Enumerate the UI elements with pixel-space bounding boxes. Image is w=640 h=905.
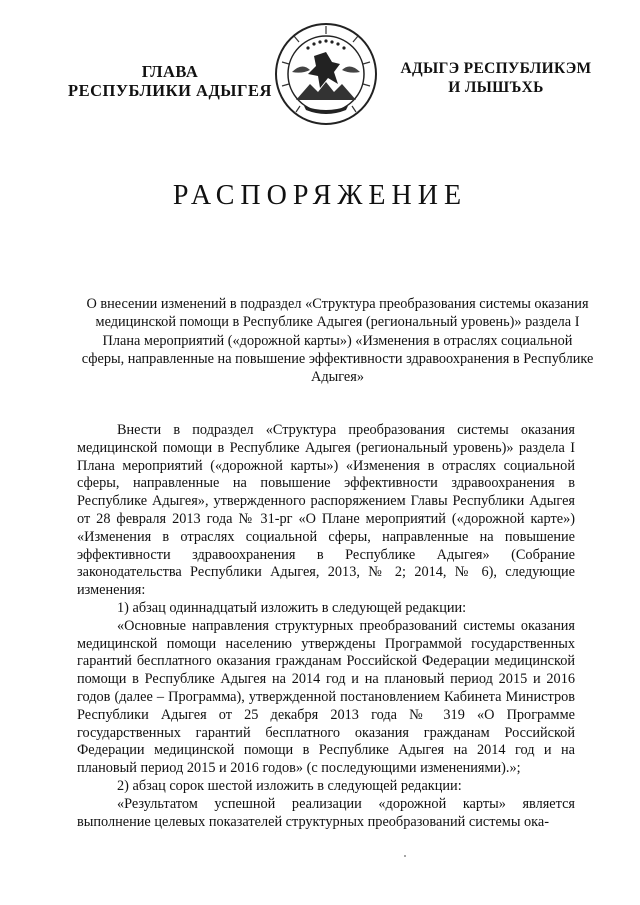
header-right-line1: АДЫГЭ РЕСПУБЛИКЭМ — [400, 60, 592, 77]
header-left-title — [40, 62, 300, 100]
body-paragraph: 2) абзац сорок шестой изложить в следующей редакции: — [117, 777, 462, 794]
scan-speck — [404, 855, 406, 857]
header-left-line2: РЕСПУБЛИКИ АДЫГЕЯ — [68, 81, 272, 100]
body-paragraph: «Основные направления структурных преобразований системы оказания медицинской помощи населению утверждены Программой государственных гарантий бесплатного оказания гражданам Российской Федерации медицинской помощи в Республике Адыгея на 2014 год и на плановый период 2015 и 2016 годов (далее – Программа), утвержденной постановлением Кабинета Министров Республики Адыгея от 25 декабря 2013 года № 319 «О Программе государственных гарантий бесплатного оказания гражданам Российской Федерации медицинской помощи в Республике Адыгея на 2014 год и на плановый период 2015 и 2016 годов» (с последующими изменениями).»; — [77, 617, 575, 777]
document-body — [77, 422, 575, 831]
body-paragraph: 1) абзац одиннадцатый изложить в следующей редакции: — [117, 599, 467, 616]
header-right-line2: И ЛЫШЪХЬ — [448, 79, 544, 96]
header-left-line1: ГЛАВА — [141, 62, 199, 81]
document-subject: О внесении изменений в подраздел «Структура преобразования системы оказания медицинской помощи в Республике Адыгея (региональный уровень)» раздела I Плана мероприятий («дорожной карты») «Изменения в отраслях социальной сферы, направленные на повышение эффективности здравоохранения в Республике Адыгея» — [81, 296, 594, 386]
document-title: РАСПОРЯЖЕНИЕ — [172, 180, 468, 211]
body-paragraph: Внести в подраздел «Структура преобразования системы оказания медицинской помощи в Республике Адыгея (региональный уровень)» раздела I Плана мероприятий («дорожной карты») «Изменения в отраслях социальной сферы, направленные на повышение эффективности здравоохранения в Республике Адыгея», утвержденного распоряжением Главы Республики Адыгея от 28 февраля 2013 года № 31-рг «О Плане мероприятий («дорожной карте») «Изменения в отраслях социальной сферы, направленные на повышение эффективности здравоохранения в Республике Адыгея» (Собрание законодательства Республики Адыгея, 2013, № 2; 2014, № 6), следующие изменения: — [77, 422, 575, 599]
header-right-title — [388, 59, 604, 97]
body-paragraph: «Результатом успешной реализации «дорожной карты» является выполнение целевых показателей структурных преобразований системы ока- — [77, 795, 575, 830]
republic-of-adygea-coat-of-arms-icon — [274, 22, 378, 126]
